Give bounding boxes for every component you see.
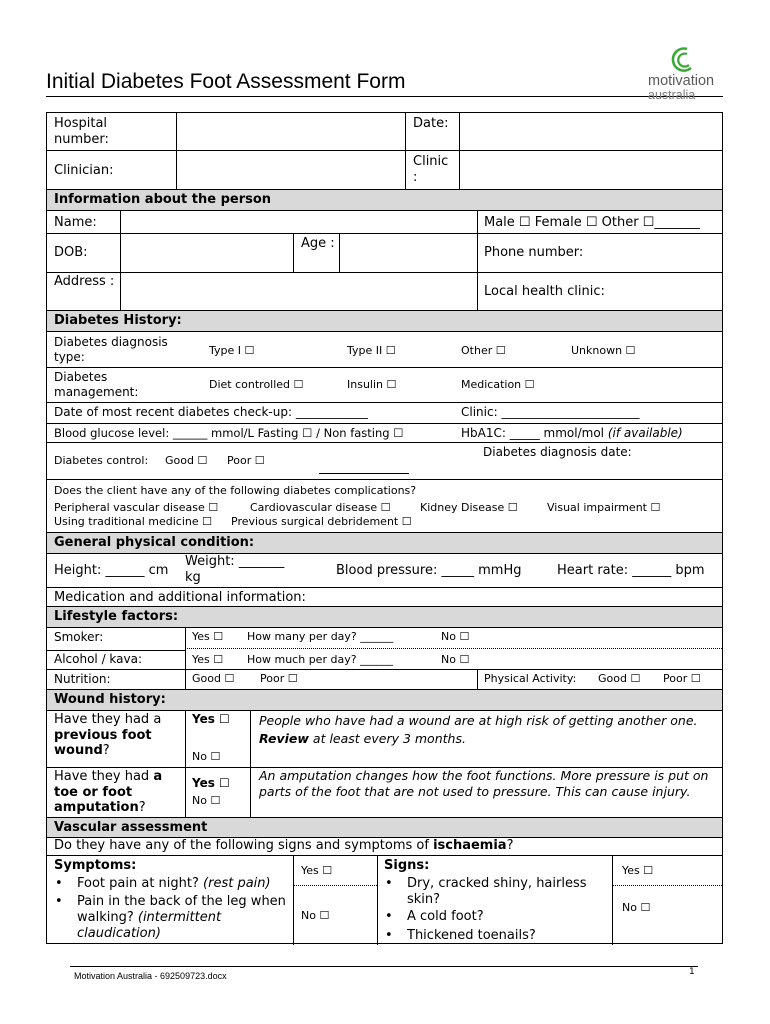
diagnosis-date-label: Diabetes diagnosis date: xyxy=(483,445,632,459)
control-good-option[interactable]: Good ☐ xyxy=(165,454,208,467)
row-line xyxy=(47,553,722,554)
medication-option[interactable]: Medication ☐ xyxy=(461,378,535,391)
person-heading: Information about the person xyxy=(47,189,722,210)
dotted-line xyxy=(612,885,722,886)
assessment-form xyxy=(46,112,723,944)
divider xyxy=(477,669,478,689)
vascular-heading: Vascular assessment xyxy=(47,817,722,838)
logo xyxy=(646,46,726,102)
divider xyxy=(612,855,613,945)
traditional-medicine-option[interactable]: Using traditional medicine ☐ xyxy=(54,515,212,528)
row-line xyxy=(47,855,722,856)
insulin-option[interactable]: Insulin ☐ xyxy=(347,378,397,391)
wound-review-note: People who have had a wound are at high risk of getting another one. Review at least every 3 months. xyxy=(259,713,698,746)
blood-glucose-field[interactable]: Blood glucose level: ______ mmol/L Fasting ☐ / Non fasting ☐ xyxy=(54,426,404,440)
divider xyxy=(405,113,406,189)
row-line xyxy=(47,587,722,588)
divider xyxy=(176,113,177,189)
title-rule xyxy=(46,96,723,97)
alcohol-yes-option[interactable]: Yes ☐ xyxy=(192,653,224,666)
divider xyxy=(477,210,478,310)
weight-field[interactable]: Weight: _______ kg xyxy=(185,554,285,585)
divider xyxy=(459,113,460,189)
alcohol-amount-field[interactable]: How much per day? ______ xyxy=(247,653,394,666)
date-label: Date: xyxy=(413,116,449,131)
alcohol-no-option[interactable]: No ☐ xyxy=(441,653,470,666)
row-line xyxy=(47,710,722,711)
type-unknown-option[interactable]: Unknown ☐ xyxy=(571,344,636,357)
divider xyxy=(185,627,186,689)
sign-dry-skin: • Dry, cracked shiny, hairless skin? xyxy=(407,876,607,908)
amputation-no[interactable]: No ☐ xyxy=(192,794,221,807)
divider xyxy=(120,210,121,310)
previous-wound-question: Have they had a previous foot wound? xyxy=(54,712,162,758)
clinician-label: Clinician: xyxy=(54,163,114,178)
symptom-rest-pain: • Foot pain at night? (rest pain) xyxy=(77,876,271,892)
previous-wound-no[interactable]: No ☐ xyxy=(192,750,221,763)
nutrition-poor-option[interactable]: Poor ☐ xyxy=(260,672,298,685)
lifestyle-heading: Lifestyle factors: xyxy=(47,606,722,627)
activity-label: Physical Activity: xyxy=(484,672,577,685)
divider xyxy=(293,855,294,945)
name-label: Name: xyxy=(54,215,97,230)
smoker-amount-field[interactable]: How many per day? ______ xyxy=(247,630,394,643)
divider xyxy=(377,855,378,945)
amputation-note: An amputation changes how the foot functions. More pressure is put on parts of the foot that are not used to pressure. This can cause injury. xyxy=(259,768,709,799)
dotted-line xyxy=(185,648,722,649)
row-line xyxy=(47,233,722,234)
symptoms-no[interactable]: No ☐ xyxy=(301,909,330,922)
checkup-clinic-field[interactable]: Clinic: _______________________ xyxy=(461,405,640,419)
sign-thickened-toenails: • Thickened toenails? xyxy=(407,928,536,944)
row-line xyxy=(47,479,722,480)
address-label: Address : xyxy=(54,274,115,289)
footer-rule xyxy=(70,966,698,967)
blood-pressure-field[interactable]: Blood pressure: _____ mmHg xyxy=(336,563,522,578)
visual-impairment-option[interactable]: Visual impairment ☐ xyxy=(547,501,661,514)
sign-cold-foot: • A cold foot? xyxy=(407,909,484,925)
row-line xyxy=(47,210,722,211)
nutrition-good-option[interactable]: Good ☐ xyxy=(192,672,235,685)
diabetes-control-label: Diabetes control: xyxy=(54,454,149,467)
signs-no[interactable]: No ☐ xyxy=(622,901,651,914)
divider xyxy=(250,710,251,818)
ischaemia-question: Do they have any of the following signs and symptoms of ischaemia? xyxy=(54,838,514,853)
amputation-question: Have they had a toe or foot amputation? xyxy=(54,769,163,815)
logo-subtext: australia xyxy=(648,88,696,102)
nutrition-label: Nutrition: xyxy=(54,672,111,686)
page-number: 1 xyxy=(689,967,695,977)
checkup-date-field[interactable]: Date of most recent diabetes check-up: ____________ xyxy=(54,405,368,419)
signs-yes[interactable]: Yes ☐ xyxy=(622,864,654,877)
smoker-label: Smoker: xyxy=(54,630,104,644)
row-line xyxy=(47,423,722,424)
row-line xyxy=(47,669,722,670)
control-poor-option[interactable]: Poor ☐ xyxy=(227,454,265,467)
management-label: Diabetes management: xyxy=(54,370,139,399)
smoker-no-option[interactable]: No ☐ xyxy=(441,630,470,643)
amputation-yes[interactable]: Yes ☐ xyxy=(192,776,230,790)
page-title: Initial Diabetes Foot Assessment Form xyxy=(46,70,406,93)
previous-wound-yes[interactable]: Yes ☐ xyxy=(192,712,230,726)
diagnosis-type-label: Diabetes diagnosis type: xyxy=(54,335,168,364)
kidney-option[interactable]: Kidney Disease ☐ xyxy=(420,501,518,514)
hba1c-field[interactable]: HbA1C: _____ mmol/mol (if available) xyxy=(461,426,683,440)
wound-heading: Wound history: xyxy=(47,689,722,710)
signs-label: Signs: xyxy=(384,858,430,873)
divider xyxy=(293,233,294,272)
symptoms-label: Symptoms: xyxy=(54,858,137,873)
divider xyxy=(339,233,340,272)
diabetes-heading: Diabetes History: xyxy=(47,310,722,331)
debridement-option[interactable]: Previous surgical debridement ☐ xyxy=(231,515,412,528)
activity-good-option[interactable]: Good ☐ xyxy=(598,672,641,685)
heart-rate-field[interactable]: Heart rate: ______ bpm xyxy=(557,563,705,578)
local-clinic-label: Local health clinic: xyxy=(484,284,605,299)
row-line xyxy=(47,331,722,332)
type-other-option[interactable]: Other ☐ xyxy=(461,344,506,357)
logo-swirl-icon xyxy=(668,46,694,74)
cardiovascular-option[interactable]: Cardiovascular disease ☐ xyxy=(250,501,391,514)
row-line xyxy=(47,442,722,443)
pvd-option[interactable]: Peripheral vascular disease ☐ xyxy=(54,501,219,514)
height-field[interactable]: Height: ______ cm xyxy=(54,563,169,578)
symptoms-yes[interactable]: Yes ☐ xyxy=(301,864,333,877)
divider xyxy=(185,710,186,818)
phone-label: Phone number: xyxy=(484,245,584,260)
row-line xyxy=(47,272,722,273)
diagnosis-date-line[interactable] xyxy=(319,473,409,474)
diet-controlled-option[interactable]: Diet controlled ☐ xyxy=(209,378,304,391)
dotted-line xyxy=(293,885,377,886)
activity-poor-option[interactable]: Poor ☐ xyxy=(663,672,701,685)
alcohol-label: Alcohol / kava: xyxy=(54,652,143,666)
medication-info-label: Medication and additional information: xyxy=(54,590,306,605)
symptom-claudication: • Pain in the back of the leg when walking? (intermittent claudication) xyxy=(77,894,291,942)
age-label: Age : xyxy=(301,236,335,251)
hospital-label: Hospital number: xyxy=(54,116,109,147)
type1-option[interactable]: Type I ☐ xyxy=(209,344,255,357)
row-line xyxy=(47,367,722,368)
complications-question: Does the client have any of the following diabetes complications? xyxy=(54,484,417,497)
row-line xyxy=(47,402,722,403)
physical-heading: General physical condition: xyxy=(47,532,722,553)
row-line xyxy=(47,150,722,151)
row-line xyxy=(47,627,722,628)
smoker-yes-option[interactable]: Yes ☐ xyxy=(192,630,224,643)
dob-label: DOB: xyxy=(54,245,88,260)
sex-options[interactable]: Male ☐ Female ☐ Other ☐_______ xyxy=(484,215,700,230)
row-line xyxy=(47,650,185,651)
type2-option[interactable]: Type II ☐ xyxy=(347,344,396,357)
footer-filename: Motivation Australia - 692509723.docx xyxy=(74,971,227,981)
clinic-label: Clinic : xyxy=(413,154,449,185)
logo-text: motivation xyxy=(648,73,715,89)
